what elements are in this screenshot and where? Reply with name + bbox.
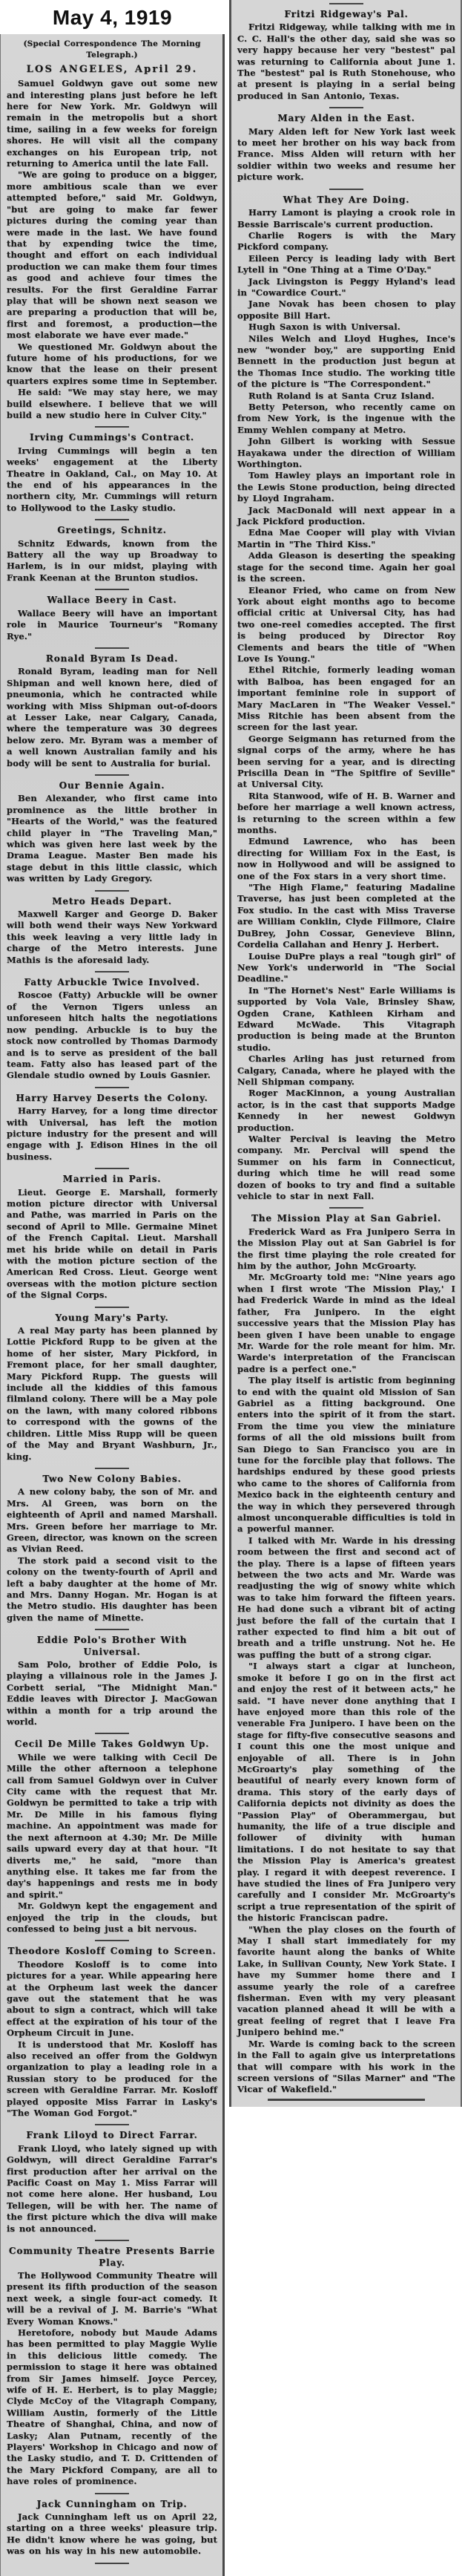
section-divider [95,647,129,649]
article-paragraph: Frank Lloyd, who lately signed up with Goldwyn, will direct Geraldine Farrar's first production after her arrival on the Pacific Coast on May 1. Miss Farrar will not come here alone. Her husband, Lou Tellegen, will be with her. The name of the first picture which the diva will make is not announced. [7,2142,217,2234]
section-divider [95,426,129,428]
article-paragraph: Wallace Beery will have an important role in Maurice Tourneur's "Romany Rye." [7,607,217,641]
section-divider [329,189,363,190]
left-articles-container [7,78,217,2563]
article-headline: Fritzi Ridgeway's Pal. [284,9,409,19]
left-column-wrapper [0,0,225,2576]
dateline-place-date: LOS ANGELES, April 29. [26,63,198,75]
article-headline: Ronald Byram Is Dead. [45,653,179,664]
article-paragraph: Jane Novak has been chosen to play opposite Bill Hart. [237,298,455,321]
section-divider [95,519,129,520]
article-headline: Harry Harvey Deserts the Colony. [16,1092,208,1103]
article-paragraph: The Hollywood Community Theatre will present its fifth production of the season next week, a single four-act comedy. It will be a revival of J. M. Barrie's "What Every Woman Knows." [7,2269,217,2327]
article-paragraph: Charles Arling has just returned from Calgary, Canada, where he played with the Nell Shipman company. [237,1053,455,1087]
article-paragraph: Ruth Roland is at Santa Cruz Island. [248,390,435,401]
section-divider [95,774,129,776]
article-headline: Mary Alden in the East. [277,113,415,124]
article-paragraph: John Gilbert is working with Sessue Hayakawa under the direction of William Worthington. [237,436,455,470]
article-paragraph: Eleanor Fried, who came on from New York about eight months ago to become official critic at Universal City, has had two one-reel comedies accepted. The first is being produced by Director Roy Clements and bears the title of "When Love Is Young." [237,584,455,664]
section-divider [329,1207,363,1209]
article-paragraph: While we were talking with Cecil De Mille the other afternoon a telephone call from Samuel Goldwyn over in Culver City came with the request that Mr. Goldwyn be permitted to take a trip with Mr. De Mille in his famous flying machine. An appointment was made for the next afternoon at 4.30; Mr. De Mille sails upward every day at that hour. "It diverts me," he said, "more than anything else. It takes me far from the day's happenings and rests me in body and spirit." [7,1751,217,1900]
article-paragraph: Adda Gleason is deserting the speaking stage for the second time. Again her goal is the screen. [237,550,455,584]
article-headline: Married in Paris. [62,1174,162,1185]
section-divider [95,1307,129,1308]
clipping-right-column [229,0,462,2107]
article-paragraph: Ben Alexander, who first came into prominence as the little brother in "Hearts of the World," was the featured child player in "The Traveling Man," which was given here last week by the Drama League. Master Ben made his stage debut in this little classic, which was written by Lady Gregory. [7,793,217,884]
article-paragraph: Mr. McGroarty told me: "Nine years ago when I first wrote 'The Mission Play,' I had Frederick Warde in mind as the ideal father, Fra Junipero. In the eight successive years that the Mission Play has been given I have been unable to engage Mr. Warde for the role meant for him. Mr. Warde's interpretation of the Franciscan padre is a perfect one." [237,1272,455,1374]
article-paragraph: Harry Harvey, for a long time director with Universal, has left the motion picture industry for the present and will engage with J. Edison Hines in the oil business. [7,1105,217,1162]
article-paragraph: Jack MacDonald will next appear in a Jack Pickford production. [237,504,455,527]
article-paragraph: Hugh Saxon is with Universal. [248,321,400,333]
article-paragraph: Harry Lamont is playing a crook role in Bessie Barriscale's current production. [237,207,455,229]
article-paragraph: Schnitz Edwards, known from the Battery all the way up Broadway to Harlem, is in our midst, playing with Frank Keenan at the Brunton studios. [7,537,217,583]
article-headline: Eddie Polo's Brother With Universal. [36,1635,188,1657]
article-headline: The Mission Play at San Gabriel. [251,1213,442,1224]
section-divider [329,107,363,108]
section-divider [95,890,129,892]
article-paragraph: "The High Flame," featuring Madaline Traverse, has just been completed at the Fox studio. In the cast with Miss Traverse are William Conklin, Clyde Fillmore, Claire DuBrey, John Cossar, Genevieve Blinn, Cordelia Callahan and Henry J. Herbert. [237,882,455,950]
section-divider [95,1168,129,1169]
article-paragraph: Tom Hawley plays an important role in the Lewis Stone production, being directed by Lloyd Ingraham. [237,470,455,504]
article-paragraph: Mary Alden left for New York last week to meet her brother on his way back from France. Miss Alden will return with her soldier within two weeks and resume her picture work. [237,125,455,183]
section-divider [95,971,129,972]
article-paragraph: "When the play closes on the fourth of May I shall start immediately for my favorite haunt along the banks of White Lake, in Sullivan County, New York State. I have my Summer home there and I assume yearly the role of a carefree fisherman. Even with my very pleasant vacation planned ahead it will be with a great feeling of regret that I leave Fra Junipero behind me." [237,1923,455,2038]
article-paragraph: Ronald Byram, leading man for Nell Shipman and well known here, died of pneumonia, which he contracted while working with Miss Shipman out-of-doors at Lesser Lake, near Calgary, Canada, where the temperature was 30 degrees below zero. Mr. Byram was a member of a well known Australian family and his body will be sent to Australia for burial. [7,666,217,768]
section-divider [95,1733,129,1734]
article-paragraph: It is understood that Mr. Kosloff has also received an offer from the Goldwyn organization to play a leading role in a Russian story to be produced for the screen with Geraldine Farrar. Mr. Kosloff played opposite Miss Farrar in Lasky's "The Woman God Forgot." [7,2039,217,2119]
article-paragraph: The play itself is artistic from beginning to end with the quaint old Mission of San Gabriel as a fitting background. One enters into the spirit of it from the start. From the time you view the miniature forms of all the old missions built from San Diego to San Francisco you are in tune for the forcible play that follows. The hardships endured by these good priests who came to the shores of California from Mexico back in the eighteenth century and the way in which they persevered through almost unconquerable difficulties is told in a powerful manner. [237,1375,455,1534]
article-paragraph: Charlie Rogers is with the Mary Pickford company. [237,229,455,252]
article-headline: Two New Colony Babies. [42,1473,182,1484]
article-paragraph: We questioned Mr. Goldwyn about the future home of his productions, for we know that the lease on their present quarters expires some time in September. [7,341,217,386]
article-paragraph: Rita Stanwood, wife of H. B. Warner and before her marriage a well known actress, is returning to the screen within a few months. [237,790,455,836]
section-divider [95,589,129,590]
section-divider [95,1087,129,1088]
right-articles-container [237,9,455,2096]
article-headline: Frank Liloyd to Direct Farrar. [26,2130,198,2141]
article-paragraph: He said: "We may stay here, we may build elsewhere. I believe that we will build a new studio here in Culver City." [7,387,217,420]
article-headline: Theodore Kosloff Coming to Screen. [7,1946,217,1957]
article-headline: Wallace Beery in Cast. [47,595,177,606]
article-paragraph: Eileen Percy is leading lady with Bert Lytell in "One Thing at a Time O'Day." [237,252,455,275]
clipping-bottom-rule [268,2099,425,2101]
article-headline: Our Bennie Again. [59,779,165,791]
article-paragraph: Jack Livingston is Peggy Hyland's lead in "Cowardice Court." [237,275,455,298]
article-paragraph: Walter Percival is leaving the Metro company. Mr. Percival will spend the Summer on his farm in Connecticut, during which time he will read some dozen of books to try and find a suitable vehicle to star in next Fall. [237,1134,455,1202]
article-paragraph: I talked with Mr. Warde in his dressing room between the first and second act of the play. There is a lapse of fifteen years between the two acts and Mr. Warde was readjusting the wig of snowy white which was to take him forward the fifteen years. He had done such a vibrant bit of acting just before the fall of the curtain that I rather expected to find him a bit out of breath and a trifle unstrung. Not he. He was puffing the butt of a strong cigar. [237,1534,455,1660]
article-paragraph: Ethel Ritchie, formerly leading woman with Balboa, has been engaged for an important feminine role in support of Mary MacLaren in "The Weaker Vessel." Miss Ritchie has been absent from the screen for the last year. [237,664,455,733]
article-paragraph: A new colony baby, the son of Mr. and Mrs. Al Green, was born on the eighteenth of April and named Marshall. Mrs. Green before her marriage to Mr. Green, director, was known on the screen as Vivian Reed. [7,1486,217,1555]
article-headline: Young Mary's Party. [55,1312,169,1323]
section-divider [95,2563,129,2564]
article-paragraph: Theodore Kosloff is to come into pictures for a year. While appearing here at the Orpheum last week the dancer gave out the statement that he was about to sign a contract, which will take effect at the expiration of his tour of the Orpheum Circuit in June. [7,1958,217,2039]
article-paragraph: A real May party has been planned by Lottie Pickford Rupp to be given at the home of her sister, Mary Pickford, in Fremont place, for her small daughter, Mary Pickford Rupp. The guests will include all the kiddies of this famous filmland colony. There will be a May pole on the lawn, with many colored ribbons to correspond with the gowns of the children. Little Miss Rupp will be queen of the May and Bryant Washburn, Jr., king. [7,1325,217,1462]
section-divider [95,2493,129,2494]
article-paragraph: "I always start a cigar at luncheon, smoke it before I go on in the first act and enjoy the rest of it between acts," he said. "I have never done anything that I have enjoyed more than this role of the venerable Fra Junipero. I have been on the stage for fifty-five consecutive seasons and I count this one the most unique and enjoyable of all. There is in John McGroarty's play something of the beautiful of nearly every known form of drama. This story of the early days of California depicts not divinity as does the "Passion Play" of Oberammergau, but humanity, the life of a true disciple and follower of divinity with human limitations. I do not hesitate to say that the Mission Play is America's greatest play. I regard it with deepest reverence. I have studied the lines of Fra Junipero very carefully and I consider Mr. McGroarty's script a true representation of the spirit of the historic Franciscan padre. [237,1661,456,1923]
article-paragraph: Maxwell Karger and George D. Baker will both wend their ways New Yorkward this week leaving a very little lady in charge of the Metro interests. June Mathis is the aforesaid lady. [7,909,217,965]
article-headline: Greetings, Schnitz. [57,525,167,536]
right-column-wrapper [229,0,462,2107]
article-paragraph: Lieut. George E. Marshall, formerly motion picture director with Universal and Pathe, was married in Paris on the second of April to Mlle. Germaine Minet of the French Capital. Lieut. Marshall met his bride while on detail in Paris with the motion picture section of the American Red Cross. Lieut. George went overseas with the motion picture section of the Signal Corps. [7,1186,217,1301]
section-divider [329,3,363,4]
article-paragraph: "We are going to produce on a bigger, more ambitious scale than we ever attempted before," said Mr. Goldwyn, "but are going to make far fewer pictures during the coming year than were made in the last. We have found that by expending twice the time, thought and effort on each individual production we can make them four times as good and achieve four times the results. For the first Geraldine Farrar play that will be shown next season we are preparing a production that will be, first and foremost, a production—the most elaborate we have ever made." [7,169,217,341]
article-paragraph: Sam Polo, brother of Eddie Polo, is playing a villainous role in the James J. Corbett serial, "The Midnight Man." Eddie leaves with Director J. MacGowan within a month for a trip around the world. [7,1659,217,1727]
section-divider [95,1629,129,1630]
article-paragraph: Betty Peterson, who recently came on from New York, is the ingenue with the Emmy Wehlen company at Metro. [237,402,455,435]
article-headline: Fatty Arbuckle Twice Involved. [24,977,200,988]
clipping-left-column [0,34,225,2576]
article-paragraph: In "The Hornet's Nest" Earle Williams is supported by Vola Vale, Brinsley Shaw, Ogden Crane, Kathleen Kirham and Edward McWade. This Vitagraph production is being made at the Brunton studio. [237,984,455,1053]
article-headline: Jack Cunningham on Trip. [36,2498,188,2509]
correspondence-credit-line: (Special Correspondence The Morning Telegraph.) [23,39,201,60]
section-divider [95,1468,129,1469]
article-paragraph: George Seigmann has returned from the signal corps of the army, where he has been serving for a year, and is directing Priscilla Dean in "The Spitfire of Seville" at Universal City. [237,733,455,790]
article-paragraph: Louise DuPre plays a real "tough girl" of New York's underworld in "The Social Deadline." [237,950,455,984]
article-paragraph: Mr. Warde is coming back to the screen in the Fall to again give us interpretations that will compare with his work in the screen versions of "Silas Marner" and "The Vicar of Wakefield." [237,2038,455,2095]
article-paragraph: Irving Cummings will begin a ten weeks' engagement at the Liberty Theatre in Oakland, Cal., on May 10. At the end of his appearances in the northern city, Mr. Cummings will return to Hollywood to the Lasky studio. [7,445,217,513]
article-paragraph: Jack Cunningham left us on April 22, starting on a three weeks' pleasure trip. He didn't know where he was going, but was on his way in his new automobile. [7,2511,217,2557]
article-headline: Cecil De Mille Takes Goldwyn Up. [14,1739,210,1750]
article-headline: What They Are Doing. [283,194,410,205]
section-divider [95,2124,129,2125]
article-paragraph: Heretofore, nobody but Maude Adams has been permitted to play Maggie Wylie in this delicious little comedy. The permission to stage it here was obtained from Sir James himself. Joyce Percey, wife of H. E. Herbert, is to play Maggie; Clyde McCoy of the Vitagraph Company, William Austin, formerly of the Little Theatre of Shanghai, China, and now of Lasky; Alan Putnam, recently of the Players' Workshop in Chicago and now of the Lasky studio, and T. D. Crittenden of the Mary Pickford Company, are all to have roles of prominence. [7,2327,217,2487]
article-paragraph: The stork paid a second visit to the colony on the twenty-fourth of April and left a baby daughter at the home of Mr. and Mrs. Danny Hogan. Mr. Hogan is at the Metro studio. His daughter has been given the name of Minette. [7,1555,217,1623]
article-headline: Irving Cummings's Contract. [30,432,194,443]
article-paragraph: Roscoe (Fatty) Arbuckle will be owner of the Vernon Tigers unless an unforeseen hitch halts the negotiations now pending. Arbuckle is to buy the stock now controlled by Thomas Darmody and is to serve as president of the ball team. Fatty also has leased part of the Glendale studio owned by Louis Gasnier. [7,990,217,1081]
article-headline: Community Theatre Presents Barrie Play. [8,2246,216,2268]
page-title: May 4, 1919 [0,0,225,34]
article-headline: Metro Heads Depart. [52,895,172,906]
article-paragraph: Edna Mae Cooper will play with Vivian Martin in "The Third Kiss." [237,527,455,549]
article-paragraph: Mr. Goldwyn kept the engagement and enjoyed the trip in the clouds, but confessed to being just a bit nervous. [7,1900,217,1934]
article-paragraph: Fritzi Ridgeway, while talking with me in C. C. Hall's the other day, said she was so very happy because her very "bestest" pal was returning to California about June 1. The "bestest" pal is Ruth Stonehouse, who at present is playing in a serial being produced in San Antonio, Texas. [237,22,455,101]
article-paragraph: Frederick Ward as Fra Junipero Serra in the Mission Play out at San Gabriel is for the first time playing the role created for him by the author, John McGroarty. [237,1226,455,1272]
article-paragraph: Edmund Lawrence, who has been directing for William Fox in the East, is now in Hollywood and will be assigned to one of the Fox stars in a very short time. [237,836,455,881]
article-paragraph: Roger MacKinnon, a young Australian actor, is in the cast that supports Madge Kennedy in her newest Goldwyn production. [237,1088,455,1133]
section-divider [95,2240,129,2241]
article-paragraph: Samuel Goldwyn gave out some new and interesting plans just before he left here for New York. Mr. Goldwyn will remain in the metropolis but a short time, sailing in a few weeks for foreign shores. He will visit all the company exchanges on his European trip, not returning to America until the late Fall. [7,78,217,169]
section-divider [95,1940,129,1941]
article-paragraph: Niles Welch and Lloyd Hughes, Ince's new "wonder boy," are supporting Enid Bennett in the production just begun at the Thomas Ince studio. The working title of the picture is "The Correspondent." [237,333,455,390]
